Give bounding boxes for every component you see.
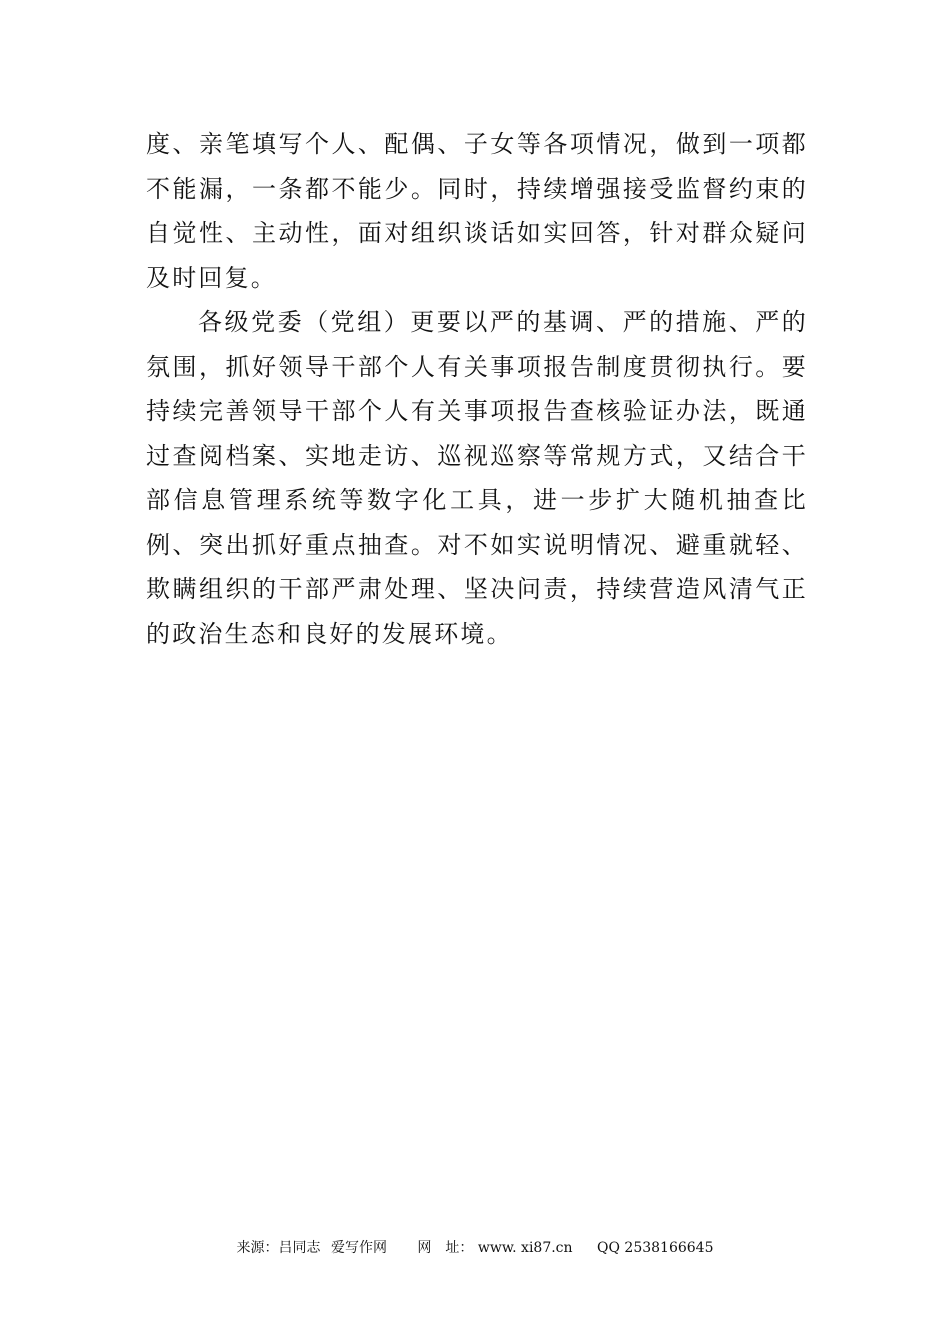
footer-source: 来源：吕同志 xyxy=(236,1240,321,1256)
document-body xyxy=(146,122,808,656)
footer-url: www. xi87.cn xyxy=(477,1240,573,1256)
footer-url-label: 网 址： xyxy=(417,1240,474,1256)
footer-site-name: 爱写作网 xyxy=(330,1240,387,1256)
paragraph-1: 度、亲笔填写个人、配偶、子女等各项情况，做到一项都不能漏，一条都不能少。同时，持续增强接受监督约束的自觉性、主动性，面对组织谈话如实回答，针对群众疑问及时回复。 xyxy=(146,130,808,292)
page-footer xyxy=(0,1238,950,1258)
paragraph-2: 各级党委（党组）更要以严的基调、严的措施、严的氛围，抓好领导干部个人有关事项报告制度贯彻执行。要持续完善领导干部个人有关事项报告查核验证办法，既通过查阅档案、实地走访、巡视巡察等常规方式，又结合干部信息管理系统等数字化工具，进一步扩大随机抽查比例、突出抓好重点抽查。对不如实说明情况、避重就轻、欺瞒组织的干部严肃处理、坚决问责，持续营造风清气正的政治生态和良好的发展环境。 xyxy=(146,308,808,648)
footer-qq: QQ 2538166645 xyxy=(597,1240,714,1256)
